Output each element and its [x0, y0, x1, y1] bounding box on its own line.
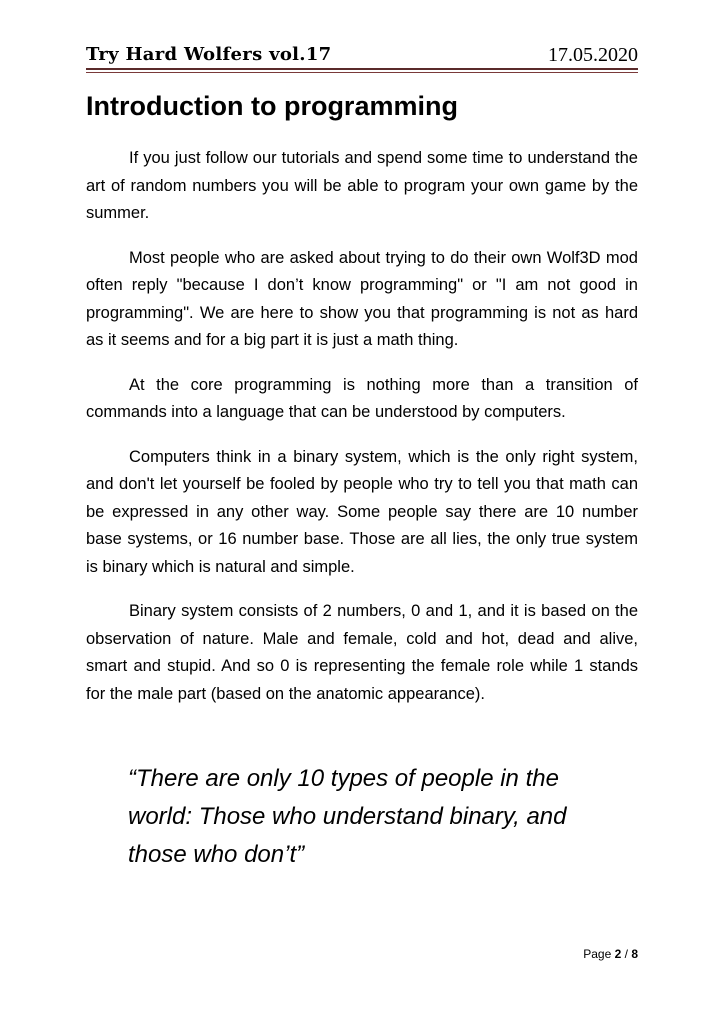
paragraph-3: At the core programming is nothing more than a transition of commands into a language that can be understood by computers.	[86, 375, 638, 421]
article-title: Introduction to programming	[86, 91, 458, 121]
total-pages: 8	[631, 947, 638, 961]
article-body	[86, 145, 638, 725]
issue-date: 17.05.2020	[548, 44, 638, 66]
page-number	[583, 947, 638, 961]
magazine-title: Try Hard Wolfers vol.17	[86, 44, 332, 65]
header-rule-thin	[86, 72, 638, 73]
page-separator: /	[624, 947, 628, 961]
page-header	[86, 42, 638, 68]
paragraph-1: If you just follow our tutorials and spend some time to understand the art of random numbers you will be able to program your own game by the summer.	[86, 149, 638, 222]
page-label: Page	[583, 947, 612, 961]
paragraph-5: Binary system consists of 2 numbers, 0 and 1, and it is based on the observation of nature. Male and female, cold and hot, dead and alive, smart and stupid. And so 0 is representing the female role while 1 stands for the male part (based on the anatomic appearance).	[86, 602, 638, 703]
current-page: 2	[614, 947, 622, 961]
pull-quote: “There are only 10 types of people in the world: Those who understand binary, and those who don’t”	[128, 765, 567, 868]
paragraph-4: Computers think in a binary system, which is the only right system, and don't let yourself be fooled by people who try to tell you that math can be expressed in any other way. Some people say there are 10 number base systems, or 16 number base. Those are all lies, the only true system is binary which is natural and simple.	[86, 447, 638, 576]
paragraph-2: Most people who are asked about trying to do their own Wolf3D mod often reply "because I don’t know programming" or "I am not good in programming". We are here to show you that programming is not as hard as it seems and for a big part it is just a math thing.	[86, 248, 638, 349]
header-rule-thick	[86, 68, 638, 70]
